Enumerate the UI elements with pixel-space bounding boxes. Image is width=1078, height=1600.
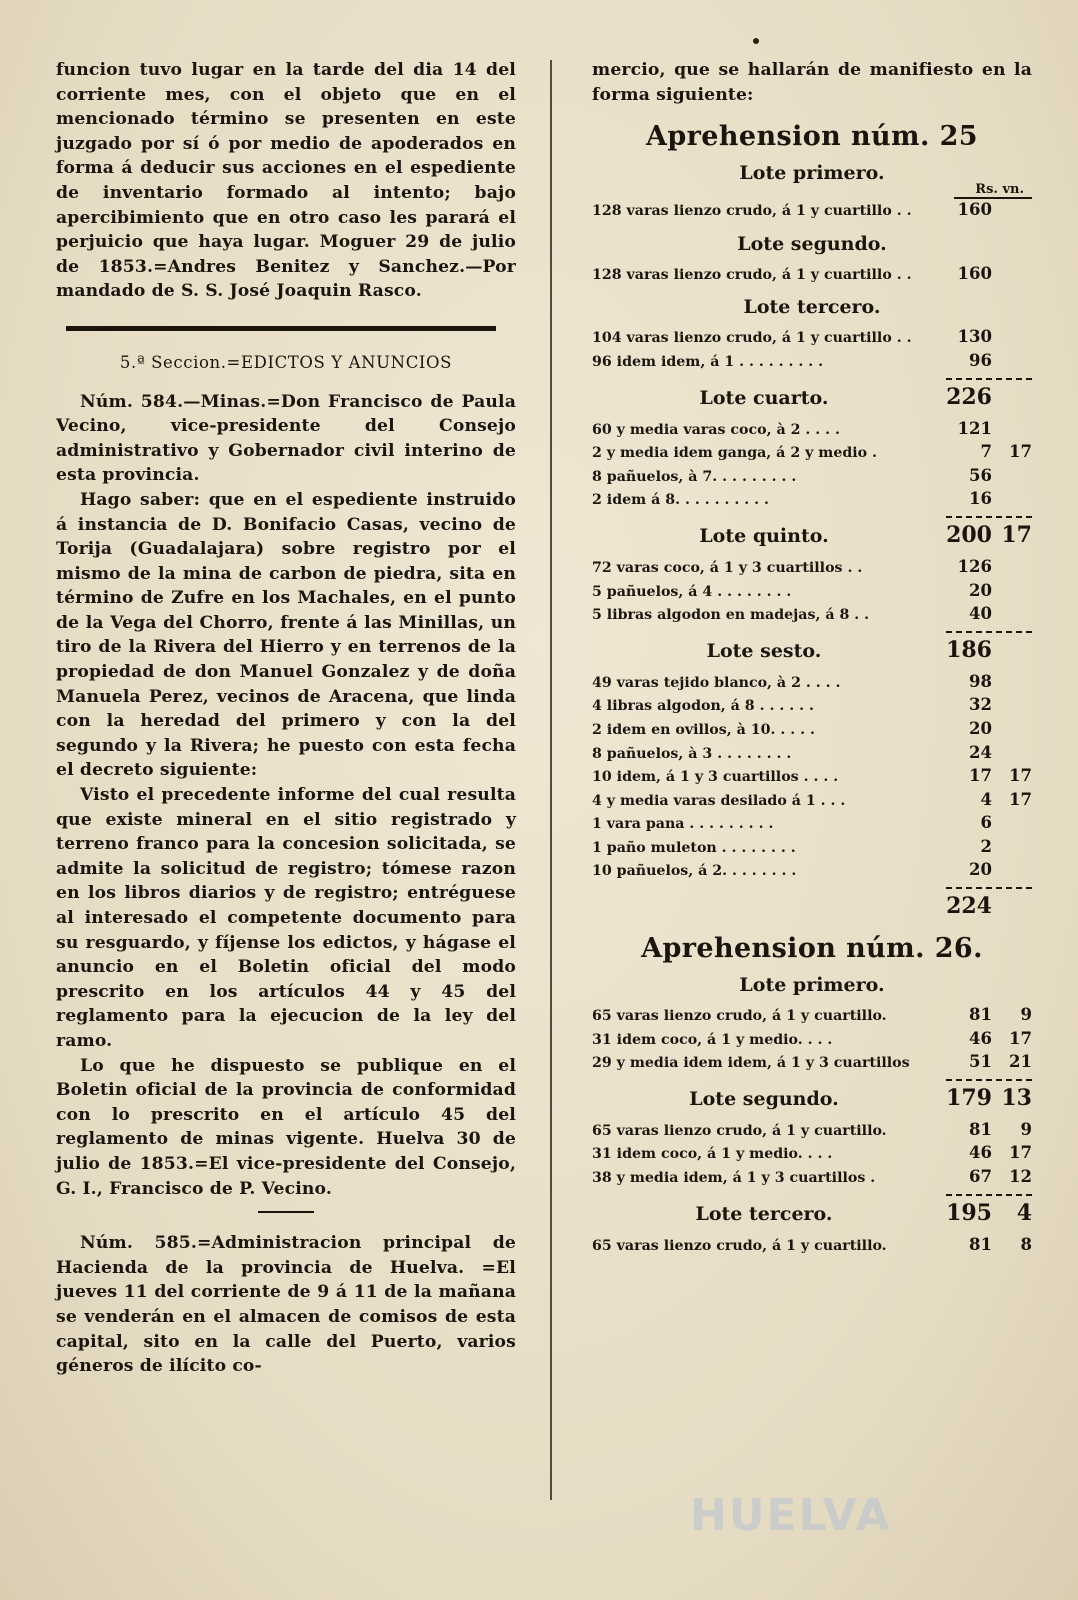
item-description: 104 varas lienzo crudo, á 1 y cuartillo . . [592,330,912,347]
item-description: 2 idem á 8. . . . . . . . . . [592,492,769,509]
item-reales: 20 [969,860,992,880]
item-reales: 6 [980,813,992,833]
total-rs: 186 [946,636,992,663]
item-reales: 81 [969,1234,992,1254]
item-maravedis: 17 [1009,1143,1032,1163]
section-heading: 5.ª Seccion.=EDICTOS Y ANUNCIOS [119,352,453,372]
lot-items [592,418,1032,512]
item-description: 4 y media varas desilado á 1 . . . [592,792,846,809]
paragraph-hago-saber: Hago saber: que en el espediente instruido á instancia de D. Bonifacio Casas, vecino de Torija (Guadalajara) sobre registro por el mismo de la mina de carbon de piedra, sita en término de Zufre en los Machales, en el punto de la Vega del Chorro, frente á las Minillas, un tiro de la Rivera del Hierro y en terrenos de la propiedad de don Manuel Gonzalez y de doña Manuela Perez, vecinos de Aracena, que linda con la heredad del primero y con la del segundo y la Rivera; he puesto con esta fecha el decreto siguiente: [56,489,516,781]
lot-items [592,326,1032,373]
line-item [592,465,1032,489]
item-description: 38 y media idem, á 1 y 3 cuartillos . [592,1170,876,1187]
paragraph-num-585: Núm. 585.=Administracion principal de Hacienda de la provincia de Huelva. =El jueves 11 del corriente de 9 á 11 de la mañana se venderán en el almacen de comisos de esta capital, sito en la calle del Puerto, varios géneros de ilícito co- [56,1233,516,1377]
line-item [592,859,1032,883]
item-reales: 2 [980,836,992,856]
item-reales: 7 [980,442,992,462]
item-maravedis: 9 [1020,1119,1032,1139]
item-description: 49 varas tejido blanco, à 2 . . . . [592,674,841,691]
lote-label: Lote sesto. [706,639,822,662]
paragraph-num-584: Núm. 584.—Minas.=Don Francisco de Paula Vecino, vice-presidente del Consejo administrativo y Gobernador civil interino de esta provincia. [56,391,516,486]
line-item [592,263,1032,287]
item-reales: 96 [969,350,992,370]
item-reales: 20 [969,580,992,600]
item-description: 5 libras algodon en madejas, á 8 . . [592,607,870,624]
line-item [592,671,1032,695]
sum-line [946,1194,1032,1196]
unit-header: Rs. vn. [954,182,1032,199]
total-rs: 179 [946,1084,992,1111]
item-reales: 17 [969,766,992,786]
sum-line [946,887,1032,889]
line-item [592,765,1032,789]
item-description: 128 varas lienzo crudo, á 1 y cuartillo . . [592,266,912,283]
line-item [592,441,1032,465]
line-item [592,580,1032,604]
line-item [592,1028,1032,1052]
item-reales: 51 [969,1052,992,1072]
total-rs: 195 [946,1199,992,1226]
total-rs: 200 [946,521,992,548]
watermark: HUELVA [690,1490,892,1541]
item-maravedis: 12 [1009,1167,1032,1187]
item-description: 96 idem idem, á 1 . . . . . . . . . [592,353,824,370]
line-item [592,694,1032,718]
item-description: 1 paño muleton . . . . . . . . [592,839,796,856]
line-item [592,789,1032,813]
intro-text: mercio, que se hallarán de manifiesto en la forma siguiente: [592,60,1032,105]
lote-label: Lote cuarto. [699,386,829,409]
lot-items [592,263,1032,287]
line-item [592,1166,1032,1190]
line-item [592,350,1032,374]
lot-total-row [592,522,1032,548]
lote-title: Lote primero. [739,974,885,997]
paragraph-visto: Visto el precedente informe del cual resulta que existe mineral en el sitio registrado y terreno franco para la concesion solicitada, se admite la solicitud de registro; tómese razon en los libros diarios y de registro; entréguese al interesado el competente documento para su resguardo, y fíjense los edictos, y hágase el anuncio en el Boletin oficial del modo prescrito en los artículos 44 y 45 del reglamento para la ejecucion de la ley del ramo. [56,785,516,1051]
item-reales: 67 [969,1167,992,1187]
item-reales: 160 [957,200,992,220]
item-reales: 81 [969,1119,992,1139]
item-reales: 121 [957,418,992,438]
lot-total-row [592,637,1032,663]
column-divider [550,60,552,1500]
item-description: 31 idem coco, á 1 y medio. . . . [592,1031,833,1048]
line-item [592,1051,1032,1075]
aprehension-26-title: Aprehension núm. 26. [641,933,983,965]
right-column [592,58,1032,1257]
item-reales: 32 [969,695,992,715]
line-item [592,742,1032,766]
line-item [592,1234,1032,1258]
line-item [592,1119,1032,1143]
line-item [592,1142,1032,1166]
item-maravedis: 17 [1009,442,1032,462]
item-maravedis: 17 [1009,1028,1032,1048]
item-description: 65 varas lienzo crudo, á 1 y cuartillo. [592,1122,887,1139]
item-maravedis: 17 [1009,789,1032,809]
item-reales: 20 [969,718,992,738]
item-description: 60 y media varas coco, à 2 . . . . [592,421,840,438]
lot-items [592,199,1032,223]
item-description: 2 y media idem ganga, á 2 y medio . [592,445,877,462]
total-ms: 4 [1016,1199,1032,1226]
left-column [56,58,516,1379]
item-description: 10 pañuelos, á 2. . . . . . . . [592,863,797,880]
line-item [592,556,1032,580]
item-description: 10 idem, á 1 y 3 cuartillos . . . . [592,769,839,786]
sum-line [946,378,1032,380]
item-description: 8 pañuelos, à 7. . . . . . . . . [592,468,797,485]
lot-items [592,1119,1032,1190]
lot-items [592,556,1032,627]
item-reales: 160 [957,263,992,283]
ink-dot [753,38,759,44]
total-ms: 17 [1001,521,1032,548]
total-rs: 226 [946,383,992,410]
line-item [592,603,1032,627]
item-description: 8 pañuelos, à 3 . . . . . . . . [592,745,792,762]
thick-rule [66,326,496,331]
item-reales: 98 [969,671,992,691]
line-item [592,718,1032,742]
lote-label: Lote quinto. [699,524,829,547]
item-reales: 4 [980,789,992,809]
paragraph-funcion: funcion tuvo lugar en la tarde del dia 14 del corriente mes, con el objeto que en el mencionado término se presenten en este juzgado por sí ó por medio de apoderados en forma á deducir sus acciones en el espediente de inventario formado al intento; bajo apercibimiento que en otro caso les parará el perjuicio que haya lugar. Moguer 29 de julio de 1853.=Andres Benitez y Sanchez.—Por mandado de S. S. José Joaquin Rasco. [56,60,516,302]
lot-total-row [592,1200,1032,1226]
item-description: 31 idem coco, á 1 y medio. . . . [592,1146,833,1163]
item-maravedis: 17 [1009,766,1032,786]
lot-total-row [592,1085,1032,1111]
lote-title: Lote tercero. [743,296,881,319]
item-reales: 16 [969,489,992,509]
line-item [592,836,1032,860]
item-description: 65 varas lienzo crudo, á 1 y cuartillo. [592,1008,887,1025]
item-reales: 40 [969,604,992,624]
lote-title: Lote primero. [739,162,885,185]
sum-line [946,516,1032,518]
sum-line [946,1079,1032,1081]
item-reales: 24 [969,742,992,762]
line-item [592,199,1032,223]
item-description: 128 varas lienzo crudo, á 1 y cuartillo . . [592,203,912,220]
short-rule [258,1211,314,1213]
item-description: 2 idem en ovillos, à 10. . . . . [592,721,815,738]
lot-items [592,1004,1032,1075]
item-reales: 81 [969,1005,992,1025]
lote-label: Lote tercero. [695,1202,833,1225]
item-description: 72 varas coco, á 1 y 3 cuartillos . . [592,559,863,576]
item-reales: 56 [969,465,992,485]
item-description: 1 vara pana . . . . . . . . . [592,816,774,833]
item-reales: 126 [957,556,992,576]
item-reales: 130 [957,327,992,347]
lot-items [592,1234,1032,1258]
item-description: 29 y media idem idem, á 1 y 3 cuartillos [592,1055,910,1072]
item-reales: 46 [969,1028,992,1048]
item-maravedis: 21 [1009,1052,1032,1072]
lot-total-row [592,384,1032,410]
lote-title: Lote segundo. [737,232,887,255]
paragraph-lo-que: Lo que he dispuesto se publique en el Boletin oficial de la provincia de conformidad con lo prescrito en el artículo 45 del reglamento de minas vigente. Huelva 30 de julio de 1853.=El vice-presidente del Consejo, G. I., Francisco de P. Vecino. [56,1055,516,1199]
sum-line [946,631,1032,633]
aprehension-25-title: Aprehension núm. 25 [646,121,978,153]
item-description: 5 pañuelos, á 4 . . . . . . . . [592,583,792,600]
line-item [592,1004,1032,1028]
line-item [592,488,1032,512]
lote-label: Lote segundo. [689,1087,839,1110]
line-item [592,418,1032,442]
item-description: 4 libras algodon, á 8 . . . . . . [592,698,814,715]
line-item [592,326,1032,350]
item-maravedis: 9 [1020,1005,1032,1025]
lot-total-row [592,893,1032,919]
total-rs: 224 [946,893,992,920]
item-maravedis: 8 [1020,1234,1032,1254]
item-description: 65 varas lienzo crudo, á 1 y cuartillo. [592,1237,887,1254]
item-reales: 46 [969,1143,992,1163]
lot-items [592,671,1032,883]
total-ms: 13 [1001,1084,1032,1111]
line-item [592,812,1032,836]
